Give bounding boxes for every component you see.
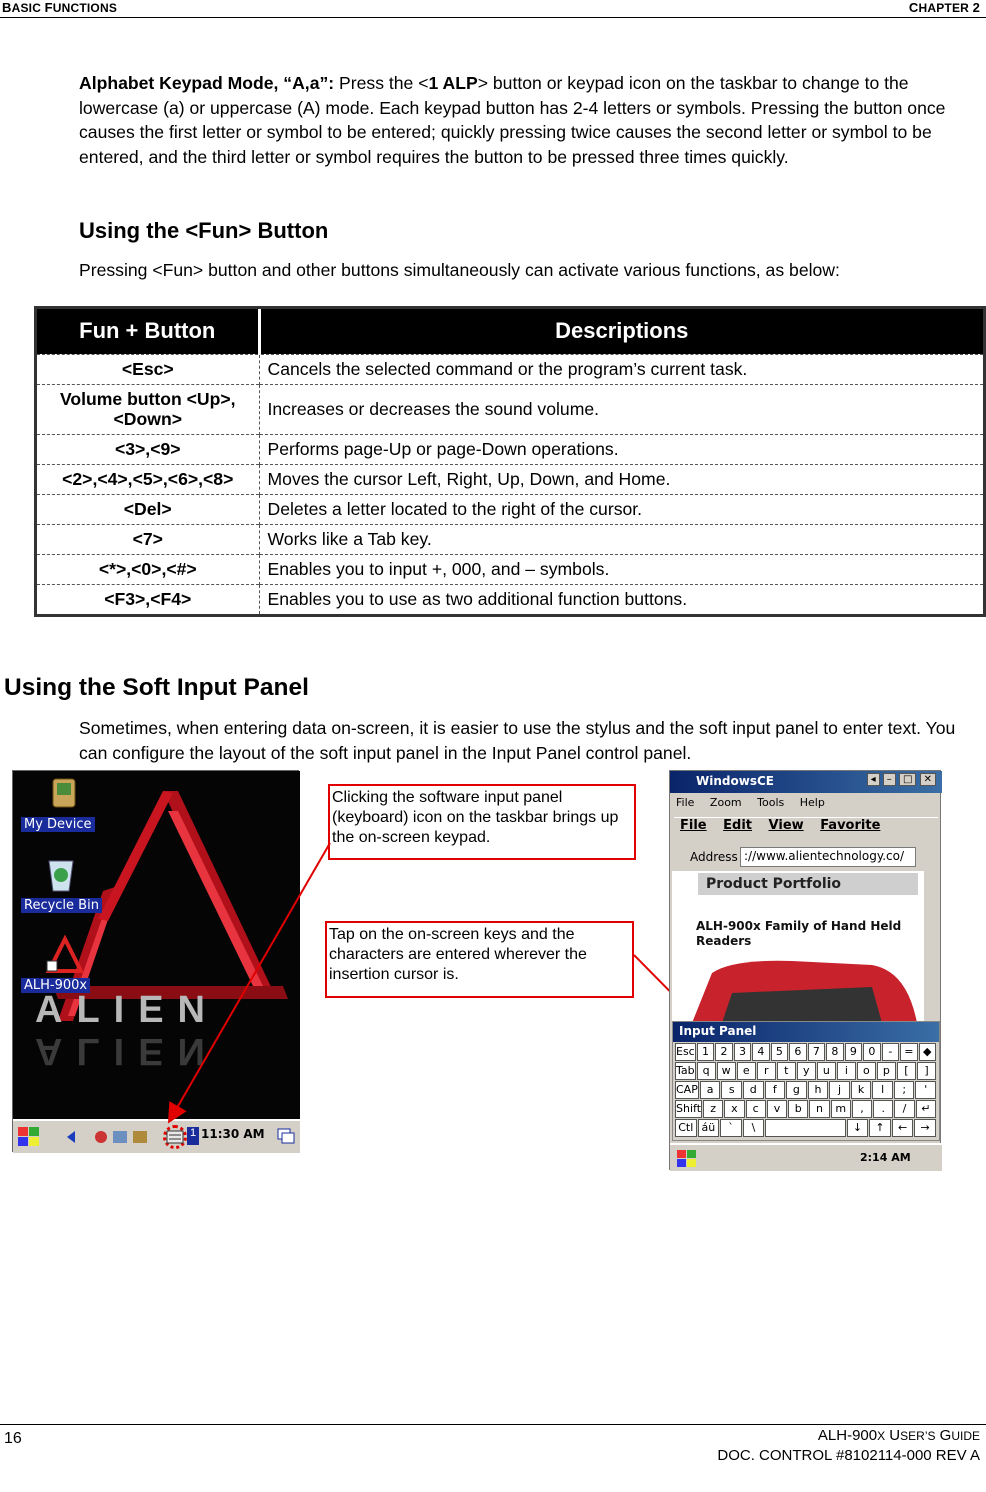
keyboard-key[interactable]: 9: [845, 1043, 862, 1061]
keyboard-key[interactable]: \: [743, 1119, 765, 1137]
keyboard-key[interactable]: c: [746, 1100, 766, 1118]
recycle-bin-label[interactable]: Recycle Bin: [21, 898, 102, 913]
keyboard-key[interactable]: Esc: [675, 1043, 696, 1061]
address-label: Address: [690, 850, 738, 864]
taskbar-clock: 11:30 AM: [201, 1127, 265, 1141]
keyboard-key[interactable]: .: [873, 1100, 893, 1118]
keyboard-key[interactable]: =: [900, 1043, 917, 1061]
keyboard-key[interactable]: n: [809, 1100, 829, 1118]
command-bar: [674, 817, 938, 843]
page-number: 16: [4, 1430, 22, 1447]
cmd-file[interactable]: File: [680, 818, 707, 833]
guide-title: ALH-900X USER’S GUIDE: [817, 1427, 980, 1444]
taskbar-2: [670, 1143, 942, 1171]
keyboard-row: [675, 1043, 937, 1061]
address-bar: [674, 847, 938, 869]
keyboard-key[interactable]: w: [717, 1062, 736, 1080]
arrow-to-keyboard-icon: [170, 843, 330, 1120]
keyboard-key[interactable]: v: [767, 1100, 787, 1118]
input-panel: [672, 1021, 940, 1141]
soft-input-panel-heading: Using the Soft Input Panel: [4, 674, 309, 701]
keyboard-key[interactable]: 8: [826, 1043, 843, 1061]
device-browser-screenshot: [669, 770, 941, 1170]
keyboard-key[interactable]: `: [720, 1119, 742, 1137]
my-device-label[interactable]: My Device: [21, 817, 95, 832]
input-panel-title: Input Panel: [673, 1022, 939, 1042]
running-header-left: BASIC FUNCTIONS: [2, 0, 118, 15]
keyboard-key[interactable]: 2: [715, 1043, 732, 1061]
keyboard-key[interactable]: t: [777, 1062, 796, 1080]
keyboard-key[interactable]: s: [721, 1081, 742, 1099]
col-header-fun-button: Fun + Button: [37, 309, 259, 354]
keyboard-key[interactable]: ↵: [916, 1100, 936, 1118]
keyboard-key[interactable]: Shift: [675, 1100, 702, 1118]
keyboard-row: [675, 1062, 937, 1080]
cmd-favorite[interactable]: Favorite: [820, 818, 881, 833]
keyboard-key[interactable]: r: [757, 1062, 776, 1080]
fun-button-intro: Pressing <Fun> button and other buttons simultaneously can activate various functions, as below:: [79, 260, 840, 280]
keyboard-key[interactable]: ;: [894, 1081, 915, 1099]
keyboard-key[interactable]: [: [897, 1062, 916, 1080]
keyboard-key[interactable]: 4: [752, 1043, 769, 1061]
start-button-icon-2[interactable]: [676, 1149, 698, 1169]
menu-help[interactable]: Help: [799, 796, 825, 809]
keyboard-icon-callout: Clicking the software input panel (keyboard) icon on the taskbar brings up the on-screen keypad.: [328, 784, 636, 860]
keyboard-key[interactable]: →: [914, 1119, 936, 1137]
keyboard-key[interactable]: ]: [917, 1062, 936, 1080]
doc-control: DOC. CONTROL #8102114-000 REV A: [717, 1447, 980, 1464]
keyboard-key[interactable]: p: [877, 1062, 896, 1080]
tap-keys-callout: Tap on the on-screen keys and the characters are entered wherever the insertion cursor is.: [325, 921, 634, 998]
keyboard-key[interactable]: f: [765, 1081, 786, 1099]
menu-bar: [676, 796, 837, 809]
window-controls[interactable]: ◂ – □ ✕: [867, 774, 936, 785]
table-row: <F3>,<F4> Enables you to use as two additional function buttons.: [37, 584, 983, 614]
keyboard-key[interactable]: CAP: [675, 1081, 699, 1099]
keyboard-key[interactable]: k: [851, 1081, 872, 1099]
keyboard-key[interactable]: e: [737, 1062, 756, 1080]
keyboard-row: [675, 1100, 937, 1118]
keyboard-key[interactable]: u: [817, 1062, 836, 1080]
table-row: <3>,<9> Performs page-Up or page-Down operations.: [37, 434, 983, 464]
keyboard-key[interactable]: ,: [852, 1100, 872, 1118]
keyboard-key[interactable]: -: [882, 1043, 899, 1061]
keyboard-key[interactable]: o: [857, 1062, 876, 1080]
table-row: Volume button <Up>, <Down> Increases or decreases the sound volume.: [37, 384, 983, 434]
menu-file[interactable]: File: [676, 796, 695, 809]
table-row: <Del> Deletes a letter located to the right of the cursor.: [37, 494, 983, 524]
page-heading: Product Portfolio: [698, 873, 918, 895]
reader-product-image: [672, 953, 922, 1023]
keyboard-key[interactable]: i: [837, 1062, 856, 1080]
keyboard-key[interactable]: Tab: [675, 1062, 696, 1080]
taskbar-clock-2: 2:14 AM: [860, 1151, 911, 1164]
keyboard-key[interactable]: ': [915, 1081, 936, 1099]
page-text: ALH-900x Family of Hand Held Readers: [696, 919, 902, 948]
keyboard-key[interactable]: 5: [771, 1043, 788, 1061]
footer-guide-info: [717, 1426, 980, 1466]
keyboard-key[interactable]: y: [797, 1062, 816, 1080]
web-page-area: [672, 871, 924, 1021]
keyboard-key[interactable]: áü: [698, 1119, 720, 1137]
keyboard-key[interactable]: j: [829, 1081, 850, 1099]
running-header-right: CHAPTER 2: [908, 0, 980, 15]
keyboard-key[interactable]: x: [724, 1100, 744, 1118]
alien-logo: ALIEN: [35, 989, 219, 1031]
keyboard-key[interactable]: m: [831, 1100, 851, 1118]
col-header-descriptions: Descriptions: [259, 309, 983, 354]
keyboard-key[interactable]: 6: [789, 1043, 806, 1061]
keyboard-key[interactable]: 0: [863, 1043, 880, 1061]
keyboard-key[interactable]: d: [743, 1081, 764, 1099]
fun-button-heading: Using the <Fun> Button: [79, 218, 329, 243]
keyboard-key[interactable]: b: [788, 1100, 808, 1118]
address-input[interactable]: ://www.alientechnology.co/: [740, 847, 916, 867]
keyboard-key[interactable]: 7: [808, 1043, 825, 1061]
keyboard-key[interactable]: ↓: [847, 1119, 869, 1137]
footer-rule: [0, 1424, 986, 1425]
cmd-view[interactable]: View: [768, 818, 804, 833]
keyboard-key[interactable]: ←: [892, 1119, 914, 1137]
menu-zoom[interactable]: Zoom: [709, 796, 742, 809]
keyboard-key[interactable]: Ctl: [675, 1119, 697, 1137]
keyboard-key[interactable]: l: [872, 1081, 893, 1099]
keyboard-key[interactable]: z: [703, 1100, 723, 1118]
soft-input-panel-paragraph: Sometimes, when entering data on-screen, it is easier to use the stylus and the soft input panel to enter text. You can configure the layout of the soft input panel in the Input Panel control panel.: [79, 718, 956, 763]
keyboard-key[interactable]: ◆: [919, 1043, 936, 1061]
table-row: <*>,<0>,<#> Enables you to input +, 000, and – symbols.: [37, 554, 983, 584]
keyboard-key[interactable]: 3: [734, 1043, 751, 1061]
alh-900x-label[interactable]: ALH-900x: [21, 978, 90, 993]
keyboard-row: [675, 1119, 937, 1137]
table-row: <Esc> Cancels the selected command or the program’s current task.: [37, 354, 983, 384]
cmd-edit[interactable]: Edit: [723, 818, 752, 833]
keyboard-key[interactable]: h: [808, 1081, 829, 1099]
input-mode-icon[interactable]: 1: [187, 1127, 199, 1145]
keyboard-row: [675, 1081, 937, 1099]
keyboard-key[interactable]: [765, 1119, 845, 1137]
keyboard-key[interactable]: /: [894, 1100, 914, 1118]
table-row: <2>,<4>,<5>,<6>,<8> Moves the cursor Left, Right, Up, Down, and Home.: [37, 464, 983, 494]
menu-tools[interactable]: Tools: [757, 796, 785, 809]
keyboard-key[interactable]: 1: [697, 1043, 714, 1061]
keyboard-key[interactable]: q: [697, 1062, 716, 1080]
table-row: <7> Works like a Tab key.: [37, 524, 983, 554]
window-title: WindowsCE: [670, 771, 942, 793]
alphabet-mode-paragraph: Alphabet Keypad Mode, “A,a”: Press the <1 ALP> button or keypad icon on the taskbar to change to the lowercase (a) or uppercase (A) mode. Each keypad button has 2-4 letters or symbols. Pressing the button once causes the first letter or symbol to be entered; quickly pressing twice causes the second letter or symbol to be entered, and the third letter or symbol requires the button to be pressed three times quickly.: [79, 73, 946, 167]
on-screen-keyboard: [673, 1043, 939, 1137]
keyboard-key[interactable]: ↑: [869, 1119, 891, 1137]
keyboard-key[interactable]: g: [786, 1081, 807, 1099]
alien-logo-reflection: ALIEN: [35, 1030, 219, 1072]
keyboard-key[interactable]: a: [700, 1081, 721, 1099]
